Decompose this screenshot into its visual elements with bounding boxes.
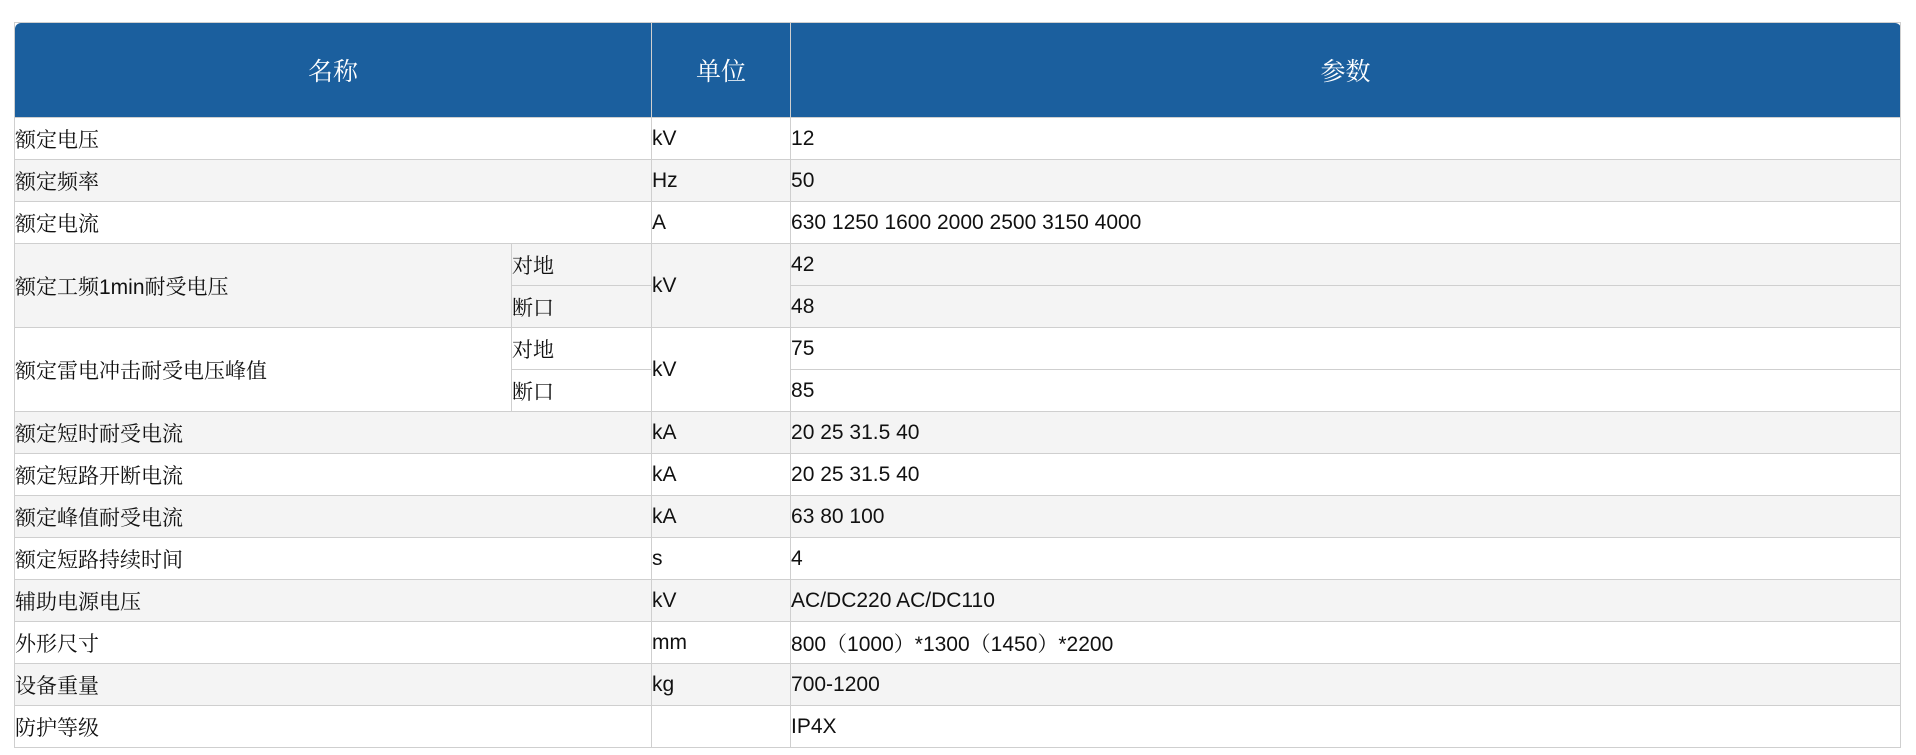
table-row	[15, 244, 1901, 286]
row-value: 20 25 31.5 40	[791, 412, 1901, 454]
header-cell-parameter: 参数	[791, 23, 1901, 118]
row-name: 外形尺寸	[15, 622, 652, 664]
table-header	[15, 23, 1901, 118]
row-name: 额定工频1min耐受电压	[15, 244, 512, 328]
header-cell-name: 名称	[15, 23, 652, 118]
table-row	[15, 160, 1901, 202]
specification-table-container	[14, 22, 1900, 748]
row-value: AC/DC220 AC/DC110	[791, 580, 1901, 622]
row-subname: 对地	[512, 328, 652, 370]
row-value: 42	[791, 244, 1901, 286]
row-subname: 断口	[512, 286, 652, 328]
row-name: 辅助电源电压	[15, 580, 652, 622]
row-value: 630 1250 1600 2000 2500 3150 4000	[791, 202, 1901, 244]
row-unit: kA	[652, 412, 791, 454]
table-row	[15, 538, 1901, 580]
table-row	[15, 706, 1901, 748]
row-value: 63 80 100	[791, 496, 1901, 538]
table-body	[15, 118, 1901, 748]
row-value: 20 25 31.5 40	[791, 454, 1901, 496]
row-unit: kV	[652, 328, 791, 412]
row-value: 700-1200	[791, 664, 1901, 706]
header-cell-unit: 单位	[652, 23, 791, 118]
row-name: 额定峰值耐受电流	[15, 496, 652, 538]
row-unit: kV	[652, 244, 791, 328]
row-unit: A	[652, 202, 791, 244]
row-name: 额定短路持续时间	[15, 538, 652, 580]
row-unit	[652, 706, 791, 748]
row-value: 85	[791, 370, 1901, 412]
row-value: 12	[791, 118, 1901, 160]
row-name: 额定短路开断电流	[15, 454, 652, 496]
table-row	[15, 454, 1901, 496]
table-row	[15, 496, 1901, 538]
row-name: 额定电压	[15, 118, 652, 160]
table-row	[15, 202, 1901, 244]
table-row	[15, 412, 1901, 454]
row-unit: kg	[652, 664, 791, 706]
row-value: IP4X	[791, 706, 1901, 748]
row-unit: kA	[652, 496, 791, 538]
table-row	[15, 580, 1901, 622]
row-value: 50	[791, 160, 1901, 202]
row-value: 4	[791, 538, 1901, 580]
table-row	[15, 328, 1901, 370]
row-value: 75	[791, 328, 1901, 370]
row-name: 额定电流	[15, 202, 652, 244]
row-subname: 断口	[512, 370, 652, 412]
row-unit: kV	[652, 118, 791, 160]
header-row	[15, 23, 1901, 118]
row-name: 额定短时耐受电流	[15, 412, 652, 454]
specification-table	[14, 22, 1901, 748]
row-unit: kA	[652, 454, 791, 496]
row-unit: s	[652, 538, 791, 580]
row-unit: Hz	[652, 160, 791, 202]
row-subname: 对地	[512, 244, 652, 286]
row-value: 800（1000）*1300（1450）*2200	[791, 622, 1901, 664]
row-name: 额定频率	[15, 160, 652, 202]
row-name: 设备重量	[15, 664, 652, 706]
row-name: 防护等级	[15, 706, 652, 748]
row-value: 48	[791, 286, 1901, 328]
row-unit: kV	[652, 580, 791, 622]
row-unit: mm	[652, 622, 791, 664]
table-row	[15, 622, 1901, 664]
table-row	[15, 118, 1901, 160]
table-row	[15, 664, 1901, 706]
row-name: 额定雷电冲击耐受电压峰值	[15, 328, 512, 412]
